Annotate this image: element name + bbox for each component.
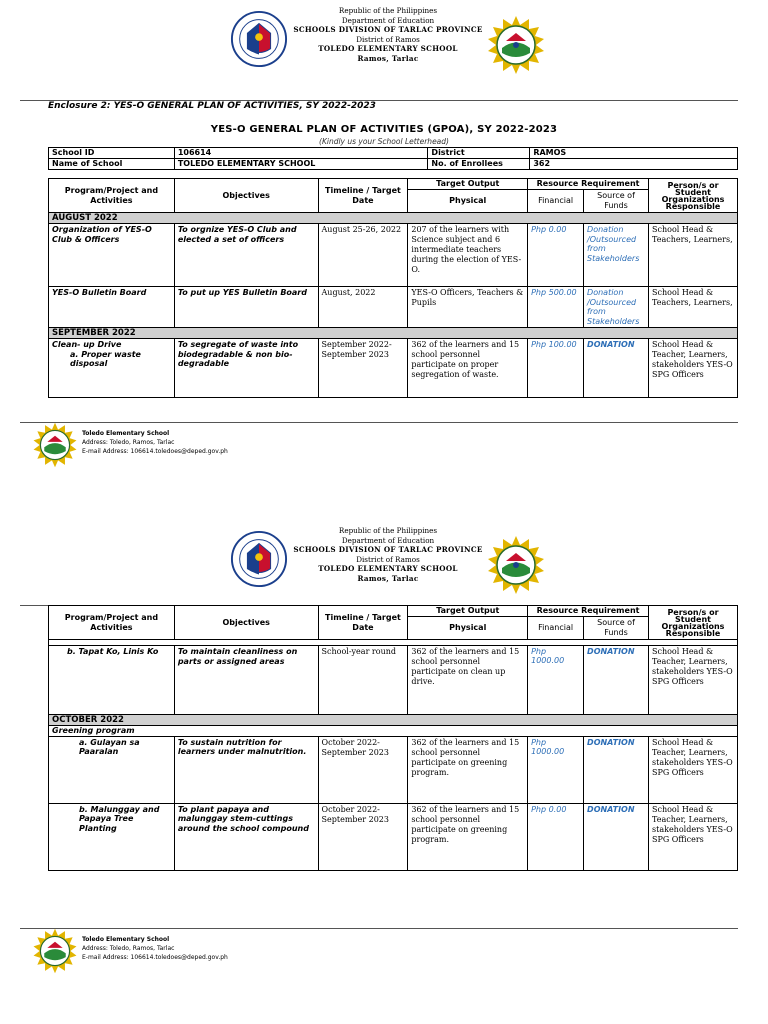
gpoa-subtitle: (Kindly us your School Letterhead): [319, 137, 449, 146]
group-label: Greening program: [49, 726, 738, 737]
col-financial: Financial: [528, 190, 584, 213]
program-sub-item: a. Proper waste disposal: [70, 349, 141, 368]
col-timeline: Timeline / Target Date: [318, 179, 408, 213]
table-row: [49, 646, 738, 715]
table-row: [49, 287, 738, 328]
letterhead-text: [250, 6, 526, 63]
col-source: Source of Funds: [584, 190, 649, 213]
document-page-1: [0, 0, 768, 500]
financial-cell: Php 1000.00: [528, 736, 584, 803]
col-timeline: Timeline / Target Date: [318, 606, 408, 640]
objective-cell: To orgnize YES-O Club and elected a set of officers: [174, 224, 318, 287]
gpoa-table-page-2: [48, 605, 738, 871]
footer-text: [82, 935, 228, 962]
timeline-cell: August, 2022: [318, 287, 408, 328]
physical-cell: 362 of the learners and 15 school personnel participate on clean up drive.: [408, 646, 528, 715]
source-cell: DONATION: [584, 736, 649, 803]
letterhead-department: Department of Education: [341, 535, 435, 545]
enrollees-label: No. of Enrollees: [428, 159, 530, 170]
responsible-cell: School Head & Teacher, Learners, stakeholders YES-O SPG Officers: [649, 736, 738, 803]
physical-cell: 362 of the learners and 15 school personnel participate on greening program.: [408, 736, 528, 803]
responsible-cell: School Head & Teacher, Learners, stakeholders YES-O SPG Officers: [649, 803, 738, 870]
physical-cell: 362 of the learners and 15 school personnel participate on greening program.: [408, 803, 528, 870]
physical-cell: YES-O Officers, Teachers & Pupils: [408, 287, 528, 328]
col-objectives: Objectives: [174, 179, 318, 213]
letterhead-republic: Republic of the Philippines: [338, 526, 438, 535]
gpoa-title: YES-O GENERAL PLAN OF ACTIVITIES (GPOA), SY 2022-2023: [210, 124, 558, 135]
physical-cell: 362 of the learners and 15 school personnel participate on proper segregation of waste.: [408, 339, 528, 398]
month-label: OCTOBER 2022: [49, 715, 738, 726]
month-label: SEPTEMBER 2022: [49, 328, 738, 339]
footer-school: Toledo Elementary School: [82, 936, 170, 943]
table-row: [49, 339, 738, 398]
footer-divider: [20, 422, 738, 423]
footer-email: E-mail Address: 106614.toledoes@deped.gov.ph: [82, 954, 228, 961]
school-info-table: [48, 147, 738, 170]
page-footer: [0, 924, 768, 984]
objective-cell: To sustain nutrition for learners under malnutrition.: [174, 736, 318, 803]
school-seal-icon: [486, 15, 546, 75]
table-row: [49, 803, 738, 870]
program-cell: Organization of YES-O Club & Officers: [49, 224, 175, 287]
responsible-cell: School Head & Teachers, Learners,: [649, 287, 738, 328]
objective-cell: To segregate of waste into biodegradable & non bio-degradable: [174, 339, 318, 398]
table-header-row: [49, 606, 738, 617]
responsible-cell: School Head & Teachers, Learners,: [649, 224, 738, 287]
col-source: Source of Funds: [584, 617, 649, 640]
group-row: [49, 726, 738, 737]
program-cell: b. Tapat Ko, Linis Ko: [49, 646, 175, 715]
col-responsible: Person/s or Student Organizations Responsible: [649, 179, 738, 213]
letterhead-school: TOLEDO ELEMENTARY SCHOOL: [318, 564, 458, 573]
school-name-value: TOLEDO ELEMENTARY SCHOOL: [174, 159, 428, 170]
letterhead-town: Ramos, Tarlac: [357, 573, 419, 583]
col-target-output: Target Output: [408, 606, 528, 617]
letterhead: [0, 0, 768, 100]
timeline-cell: October 2022-September 2023: [318, 736, 408, 803]
letterhead-district: District of Ramos: [356, 554, 420, 564]
col-target-output: Target Output: [408, 179, 528, 190]
timeline-cell: August 25-26, 2022: [318, 224, 408, 287]
timeline-cell: School-year round: [318, 646, 408, 715]
responsible-cell: School Head & Teacher, Learners, stakeholders YES-O SPG Officers: [649, 339, 738, 398]
source-cell: Donation /Outsourced from Stakeholders: [584, 287, 649, 328]
col-program: Program/Project and Activities: [49, 179, 175, 213]
program-title: Clean- up Drive: [52, 340, 122, 349]
letterhead-republic: Republic of the Philippines: [338, 6, 438, 15]
timeline-cell: September 2022-September 2023: [318, 339, 408, 398]
table-row: [49, 736, 738, 803]
footer-address: Address: Toledo, Ramos, Tarlac: [82, 439, 175, 446]
school-info-row: [49, 159, 738, 170]
col-resource: Resource Requirement: [528, 606, 649, 617]
letterhead-school: TOLEDO ELEMENTARY SCHOOL: [318, 44, 458, 53]
footer-email: E-mail Address: 106614.toledoes@deped.gov.ph: [82, 448, 228, 455]
letterhead-town: Ramos, Tarlac: [357, 53, 419, 63]
col-financial: Financial: [528, 617, 584, 640]
letterhead-district: District of Ramos: [356, 34, 420, 44]
letterhead-department: Department of Education: [341, 15, 435, 25]
letterhead-division: SCHOOLS DIVISION OF TARLAC PROVINCE: [293, 545, 483, 554]
program-cell: [49, 339, 175, 398]
school-seal-icon: [486, 535, 546, 595]
school-id-value: 106614: [174, 148, 428, 159]
table-row: [49, 224, 738, 287]
program-cell: b. Malunggay and Papaya Tree Planting: [49, 803, 175, 870]
program-cell: YES-O Bulletin Board: [49, 287, 175, 328]
school-seal-icon: [32, 422, 78, 468]
financial-cell: Php 100.00: [528, 339, 584, 398]
school-name-label: Name of School: [49, 159, 175, 170]
col-objectives: Objectives: [174, 606, 318, 640]
financial-cell: Php 0.00: [528, 224, 584, 287]
footer-school: Toledo Elementary School: [82, 430, 170, 437]
source-cell: DONATION: [584, 339, 649, 398]
month-row-september: [49, 328, 738, 339]
objective-cell: To plant papaya and malunggay stem-cuttings around the school compound: [174, 803, 318, 870]
school-id-label: School ID: [49, 148, 175, 159]
page-footer: [0, 418, 768, 478]
document-page-2: [0, 520, 768, 1020]
col-program: Program/Project and Activities: [49, 606, 175, 640]
source-cell: DONATION: [584, 646, 649, 715]
district-label: District: [428, 148, 530, 159]
col-physical: Physical: [408, 190, 528, 213]
enclosure-label: Enclosure 2: YES-O GENERAL PLAN OF ACTIVITIES, SY 2022-2023: [48, 101, 376, 111]
footer-text: [82, 429, 228, 456]
school-seal-icon: [32, 928, 78, 974]
month-label: AUGUST 2022: [49, 213, 738, 224]
financial-cell: Php 1000.00: [528, 646, 584, 715]
col-responsible: Person/s or Student Organizations Responsible: [649, 606, 738, 640]
financial-cell: Php 0.00: [528, 803, 584, 870]
program-cell: a. Gulayan sa Paaralan: [49, 736, 175, 803]
col-resource: Resource Requirement: [528, 179, 649, 190]
col-physical: Physical: [408, 617, 528, 640]
district-value: RAMOS: [530, 148, 738, 159]
financial-cell: Php 500.00: [528, 287, 584, 328]
enrollees-value: 362: [530, 159, 738, 170]
source-cell: DONATION: [584, 803, 649, 870]
letterhead-division: SCHOOLS DIVISION OF TARLAC PROVINCE: [293, 25, 483, 34]
objective-cell: To put up YES Bulletin Board: [174, 287, 318, 328]
objective-cell: To maintain cleanliness on parts or assigned areas: [174, 646, 318, 715]
physical-cell: 207 of the learners with Science subject and 6 intermediate teachers during the election of YES-O.: [408, 224, 528, 287]
footer-address: Address: Toledo, Ramos, Tarlac: [82, 945, 175, 952]
letterhead-text: [250, 526, 526, 583]
responsible-cell: School Head & Teacher, Learners, stakeholders YES-O SPG Officers: [649, 646, 738, 715]
school-info-row: [49, 148, 738, 159]
footer-divider: [20, 928, 738, 929]
month-row-october: [49, 715, 738, 726]
gpoa-table-page-1: [48, 178, 738, 398]
source-cell: Donation /Outsourced from Stakeholders: [584, 224, 649, 287]
table-header-row: [49, 179, 738, 190]
timeline-cell: October 2022-September 2023: [318, 803, 408, 870]
month-row-august: [49, 213, 738, 224]
